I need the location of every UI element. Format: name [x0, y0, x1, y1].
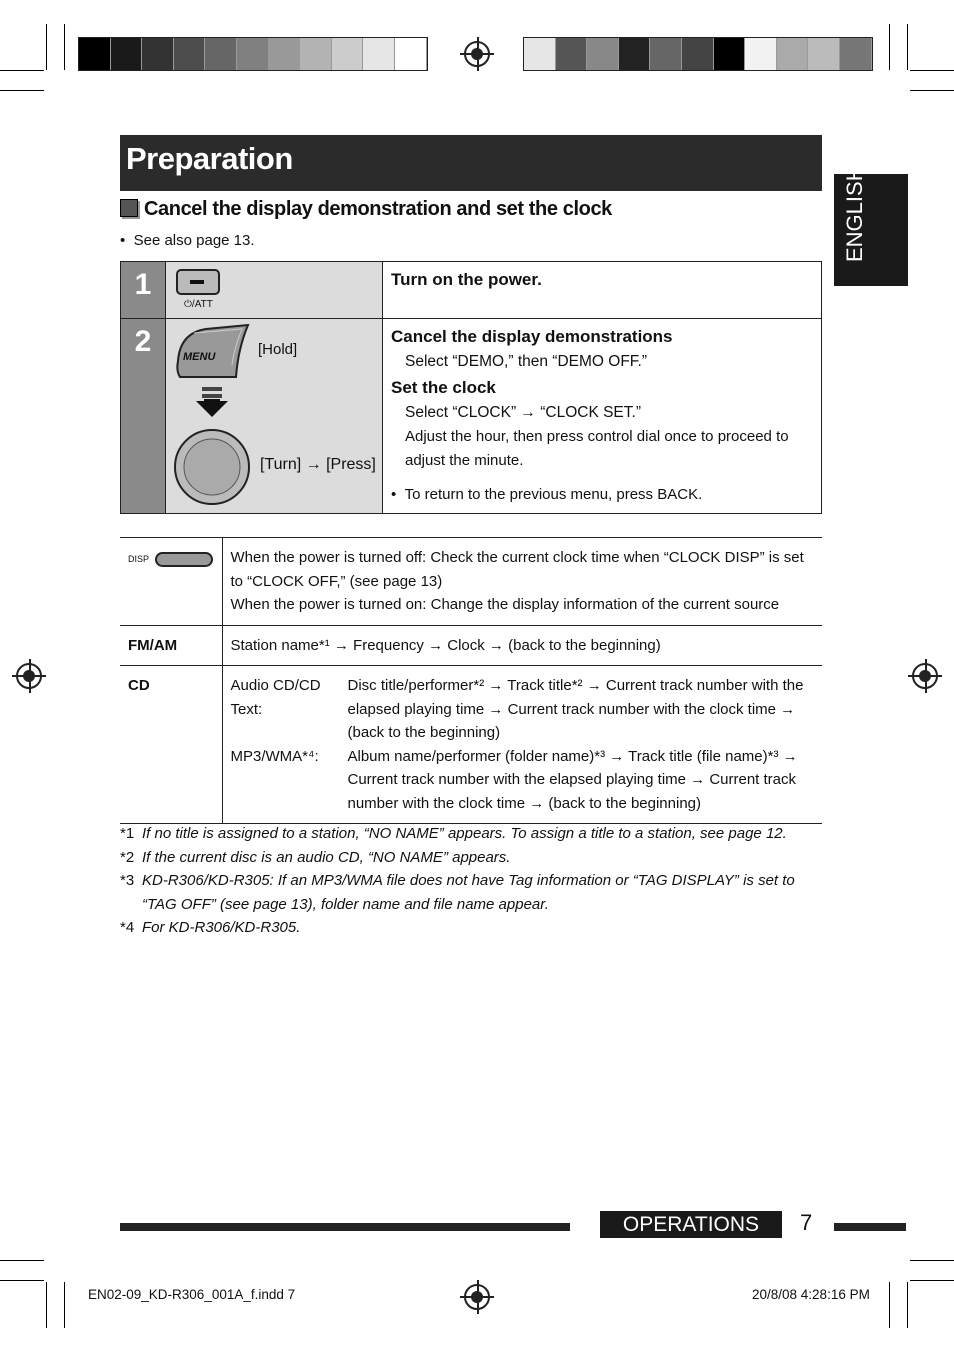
- footnote: *1 If no title is assigned to a station, “NO NAME” appears. To assign a title to a station, see page 12. *2 If the current disc is an audio CD, “NO NAME” appears. *3 KD-R306/KD-R305: If an MP3/WMA file does not have Tag information or “TAG DISPLAY” is set to “TAG OFF” (see page 13), folder name and file name appear. *4 For KD-R306/KD-R305.: [120, 825, 795, 936]
- date-info: 20/8/08 4:28:16 PM: [752, 1287, 870, 1302]
- disp-button-icon: [155, 552, 213, 567]
- fm-sequence: Station name*¹ → Frequency → Clock → (back to the beginning): [222, 625, 822, 666]
- crop-mark: [907, 24, 908, 70]
- color-bar-right: [523, 37, 873, 71]
- step-image: [166, 319, 383, 514]
- section-tab: OPERATIONS: [600, 1211, 782, 1238]
- cd-label: CD: [120, 666, 222, 824]
- step-number: 2: [121, 319, 166, 514]
- step-row: [121, 319, 822, 514]
- steps-table: [120, 261, 822, 514]
- registration-mark-icon: [464, 1284, 490, 1310]
- color-bar-left: [78, 37, 428, 71]
- registration-mark-icon: [912, 663, 938, 689]
- crop-mark: [46, 24, 47, 70]
- step-row: [121, 262, 822, 319]
- see-also-note: • See also page 13.: [120, 232, 255, 249]
- language-tab: ENGLISH: [834, 174, 908, 286]
- registration-mark-icon: [464, 41, 490, 67]
- crop-mark: [0, 90, 44, 91]
- square-bullet-icon: [120, 199, 138, 217]
- display-info-table: [120, 537, 822, 824]
- disp-key-cell: [120, 538, 222, 626]
- disp-description: When the power is turned off: Check the current clock time when “CLOCK DISP” is set to “CLOCK OFF,” (see page 13) When the power is turned on: Change the display information of the current source: [222, 538, 822, 626]
- step-text: Cancel the display demonstrations Select “DEMO,” then “DEMO OFF.” Set the clock Select “CLOCK” → “CLOCK SET.” Adjust the hour, then press control dial once to proceed to adjust the minute. • To return to the previous menu, press BACK.: [383, 319, 822, 514]
- crop-mark: [0, 1260, 44, 1261]
- table-row: [120, 538, 822, 626]
- footer-rule: [834, 1223, 906, 1231]
- file-info: EN02-09_KD-R306_001A_f.indd 7: [88, 1287, 296, 1302]
- cd-sequence: Audio CD/CD Text: Disc title/performer*² → Track title*² → Current track number with the elapsed playing time → Current track number with the clock time → (back to the beginning) MP3/WMA*⁴: Album name/performer (folder name)*³ → Track title (file name)*³ → Current track number with the elapsed playing time → Current track number with the clock time → (back to the beginning): [230, 677, 804, 812]
- crop-mark: [889, 24, 890, 70]
- hold-label: [Hold]: [258, 341, 298, 358]
- crop-mark: [910, 70, 954, 71]
- crop-mark: [46, 1282, 47, 1328]
- table-row: [120, 666, 822, 824]
- step-image: [166, 262, 383, 319]
- disp-button-label: DISP: [128, 554, 150, 564]
- crop-mark: [0, 70, 44, 71]
- table-row: [120, 625, 822, 666]
- step-text: Turn on the power.: [383, 262, 822, 319]
- crop-mark: [910, 1280, 954, 1281]
- menu-button-label: MENU: [183, 351, 216, 363]
- crop-mark: [64, 24, 65, 70]
- fm-label: FM/AM: [120, 625, 222, 666]
- power-button-icon: [176, 269, 220, 295]
- step-number: 1: [121, 262, 166, 319]
- page-number: 7: [800, 1210, 813, 1235]
- power-att-label: ⏻/ATT: [184, 299, 213, 310]
- section-title: Cancel the display demonstration and set the clock: [120, 198, 612, 221]
- crop-mark: [907, 1282, 908, 1328]
- crop-mark: [910, 1260, 954, 1261]
- crop-mark: [64, 1282, 65, 1328]
- crop-mark: [889, 1282, 890, 1328]
- footer-rule: [120, 1223, 570, 1231]
- page-title: Preparation: [120, 135, 822, 191]
- turn-press-label: [Turn] → [Press]: [260, 456, 376, 473]
- crop-mark: [910, 90, 954, 91]
- crop-mark: [0, 1280, 44, 1281]
- registration-mark-icon: [16, 663, 42, 689]
